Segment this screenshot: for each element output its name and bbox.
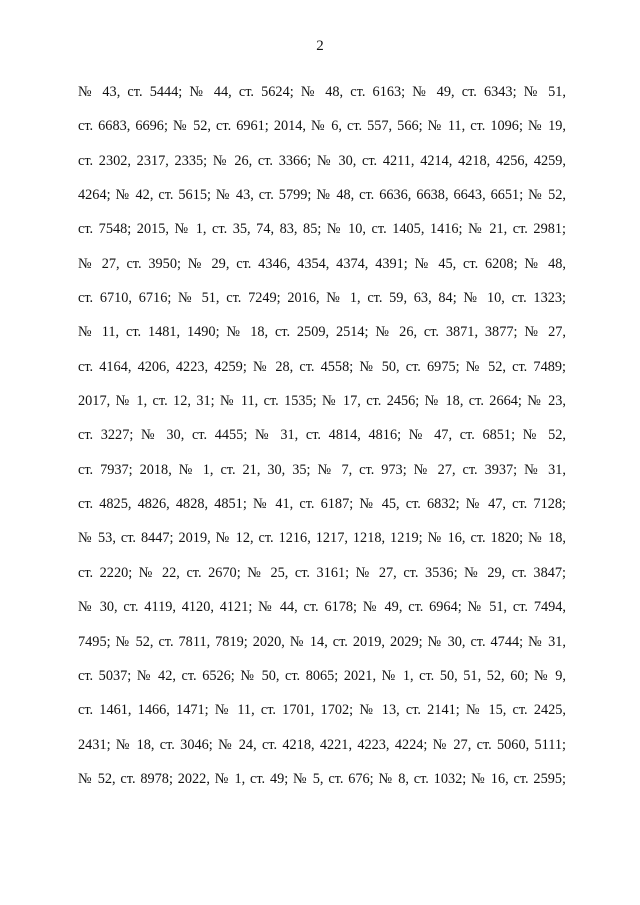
text-line: № 53, ст. 8447; 2019, № 12, ст. 1216, 1217, 1218, 1219; № 16, ст. 1820; № 18, bbox=[78, 530, 566, 547]
legal-citation-text bbox=[78, 82, 566, 803]
text-line: № 52, ст. 8978; 2022, № 1, ст. 49; № 5, ст. 676; № 8, ст. 1032; № 16, ст. 2595; bbox=[78, 770, 566, 787]
text-line: ст. 2220; № 22, ст. 2670; № 25, ст. 3161; № 27, ст. 3536; № 29, ст. 3847; bbox=[78, 564, 566, 581]
text-line: ст. 3227; № 30, ст. 4455; № 31, ст. 4814, 4816; № 47, ст. 6851; № 52, bbox=[78, 427, 566, 444]
text-line: № 43, ст. 5444; № 44, ст. 5624; № 48, ст. 6163; № 49, ст. 6343; № 51, bbox=[78, 84, 566, 100]
page-number: 2 bbox=[316, 38, 324, 54]
text-line: 4264; № 42, ст. 5615; № 43, ст. 5799; № 48, ст. 6636, 6638, 6643, 6651; № 52, bbox=[78, 187, 566, 204]
text-line: ст. 7937; 2018, № 1, ст. 21, 30, 35; № 7, ст. 973; № 27, ст. 3937; № 31, bbox=[78, 461, 566, 478]
text-line: № 11, ст. 1481, 1490; № 18, ст. 2509, 2514; № 26, ст. 3871, 3877; № 27, bbox=[78, 324, 566, 341]
text-line: 2017, № 1, ст. 12, 31; № 11, ст. 1535; № 17, ст. 2456; № 18, ст. 2664; № 23, bbox=[78, 393, 566, 410]
text-line: № 30, ст. 4119, 4120, 4121; № 44, ст. 6178; № 49, ст. 6964; № 51, ст. 7494, bbox=[78, 599, 566, 616]
text-line: ст. 4825, 4826, 4828, 4851; № 41, ст. 6187; № 45, ст. 6832; № 47, ст. 7128; bbox=[78, 496, 566, 513]
text-line: ст. 4164, 4206, 4223, 4259; № 28, ст. 4558; № 50, ст. 6975; № 52, ст. 7489; bbox=[78, 358, 566, 375]
text-line: ст. 5037; № 42, ст. 6526; № 50, ст. 8065; 2021, № 1, ст. 50, 51, 52, 60; № 9, bbox=[78, 667, 566, 684]
text-line: 7495; № 52, ст. 7811, 7819; 2020, № 14, ст. 2019, 2029; № 30, ст. 4744; № 31, bbox=[78, 633, 566, 650]
text-line: ст. 6683, 6696; № 52, ст. 6961; 2014, № 6, ст. 557, 566; № 11, ст. 1096; № 19, bbox=[78, 118, 566, 135]
text-line: ст. 6710, 6716; № 51, ст. 7249; 2016, № 1, ст. 59, 63, 84; № 10, ст. 1323; bbox=[78, 290, 566, 307]
text-line: ст. 2302, 2317, 2335; № 26, ст. 3366; № 30, ст. 4211, 4214, 4218, 4256, 4259, bbox=[78, 152, 566, 169]
text-line: ст. 1461, 1466, 1471; № 11, ст. 1701, 1702; № 13, ст. 2141; № 15, ст. 2425, bbox=[78, 702, 566, 719]
text-line: ст. 7548; 2015, № 1, ст. 35, 74, 83, 85; № 10, ст. 1405, 1416; № 21, ст. 2981; bbox=[78, 221, 566, 238]
text-line: 2431; № 18, ст. 3046; № 24, ст. 4218, 4221, 4223, 4224; № 27, ст. 5060, 5111; bbox=[78, 736, 566, 753]
text-line: № 27, ст. 3950; № 29, ст. 4346, 4354, 4374, 4391; № 45, ст. 6208; № 48, bbox=[78, 255, 566, 272]
